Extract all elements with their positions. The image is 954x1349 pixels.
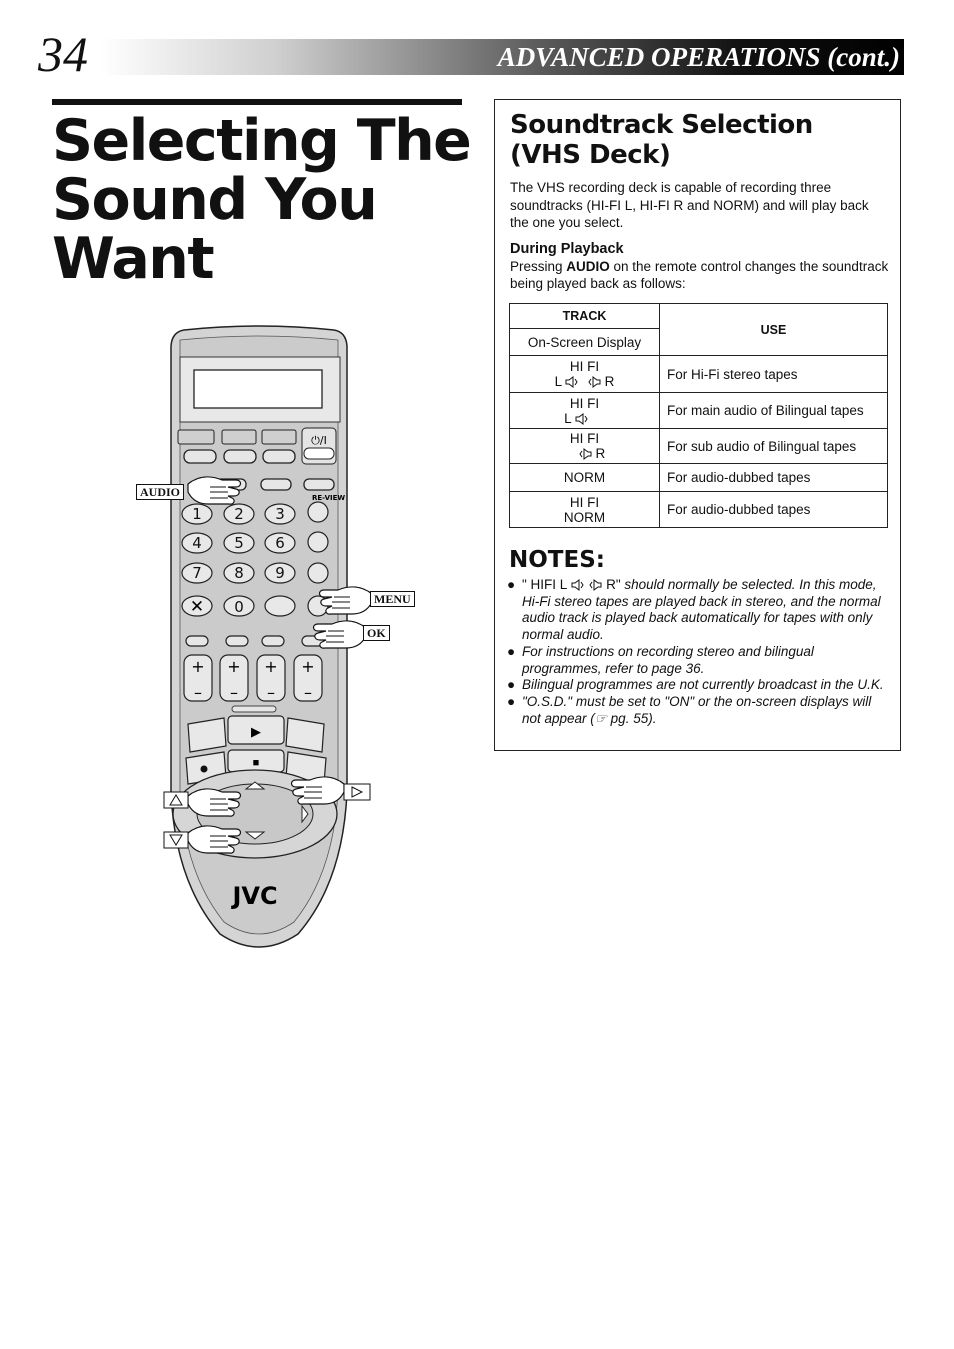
svg-text:–: – (267, 683, 275, 702)
intro-paragraph: The VHS recording deck is capable of recording three soundtracks (HI-FI L, HI-FI R and NORM) and will play back the one you select. (510, 180, 869, 230)
digit-5: 5 (234, 534, 244, 552)
cancel-x-icon: ✕ (189, 597, 205, 617)
note-item: ● "O.S.D." must be set to "ON" or the on-screen displays will not appear (☞ pg. 55). (507, 693, 872, 726)
notes-heading: NOTES: (509, 547, 605, 573)
pointing-hand-icon: ☞ (594, 710, 607, 726)
svg-text:+: + (301, 657, 315, 676)
audio-button-label: AUDIO (136, 484, 184, 500)
remote-control-illustration (128, 322, 390, 964)
note-item: ● For instructions on recording stereo and bilingual programmes, refer to page 36. (507, 643, 814, 676)
table-row: HI FI L R For Hi-Fi stereo tapes (510, 356, 888, 393)
note-item: ● Bilingual programmes are not currently broadcast in the U.K. (507, 677, 884, 693)
audio-key-name: AUDIO (566, 259, 610, 274)
right-speaker-icon (587, 376, 601, 388)
right-speaker-icon (578, 448, 592, 460)
svg-text:–: – (304, 683, 312, 702)
section-header-title: ADVANCED OPERATIONS (cont.) (497, 42, 900, 72)
svg-text:+: + (227, 657, 241, 676)
right-speaker-icon (588, 579, 602, 591)
page-number: 34 (38, 26, 88, 82)
note-item: ● " HIFI L R" should normally be selected. In this mode, Hi-Fi stereo tapes are played back in stereo, and the normal audio track is played back automatically for tapes with only normal audio. (507, 577, 881, 643)
left-speaker-icon (575, 413, 589, 425)
table-row: HI FI L For main audio of Bilingual tapes (510, 393, 888, 429)
left-speaker-icon (565, 376, 579, 388)
digit-6: 6 (275, 534, 285, 552)
page-title: Selecting The Sound You Want (52, 108, 471, 292)
table-row: HI FI NORM For audio-dubbed tapes (510, 492, 888, 528)
table-row: HI FI R For sub audio of Bilingual tapes (510, 429, 888, 464)
digit-8: 8 (234, 564, 244, 582)
digit-2: 2 (234, 505, 244, 523)
digit-9: 9 (275, 564, 285, 582)
svg-text:–: – (194, 683, 202, 702)
soundtrack-selection-box (494, 99, 901, 751)
table-header-osd: On-Screen Display (510, 329, 660, 356)
menu-button-label: MENU (370, 591, 415, 607)
power-label: ⏻/I (311, 434, 327, 447)
review-label: RE-VIEW (312, 494, 346, 502)
ok-button-label: OK (363, 625, 390, 641)
digit-4: 4 (192, 534, 202, 552)
svg-text:▶: ▶ (251, 724, 261, 739)
digit-0: 0 (234, 598, 244, 616)
soundtrack-table (509, 303, 888, 528)
section-heading: Soundtrack Selection (VHS Deck) (510, 110, 813, 170)
title-rule (52, 99, 462, 105)
svg-text:+: + (264, 657, 278, 676)
playback-heading: During Playback (510, 241, 624, 257)
table-row: NORM For audio-dubbed tapes (510, 464, 888, 492)
left-speaker-icon (571, 579, 585, 591)
svg-text:–: – (230, 683, 238, 702)
digit-7: 7 (192, 564, 202, 582)
digit-3: 3 (275, 505, 285, 523)
svg-text:■: ■ (252, 757, 260, 769)
svg-text:+: + (191, 657, 205, 676)
brand-logo: JVC (232, 882, 278, 910)
notes-list (507, 577, 892, 727)
table-header-use: USE (660, 304, 888, 356)
digit-1: 1 (192, 505, 202, 523)
playback-paragraph: Pressing AUDIO on the remote control changes the soundtrack being played back as follows: (510, 259, 889, 291)
table-header-track: TRACK (510, 304, 660, 329)
